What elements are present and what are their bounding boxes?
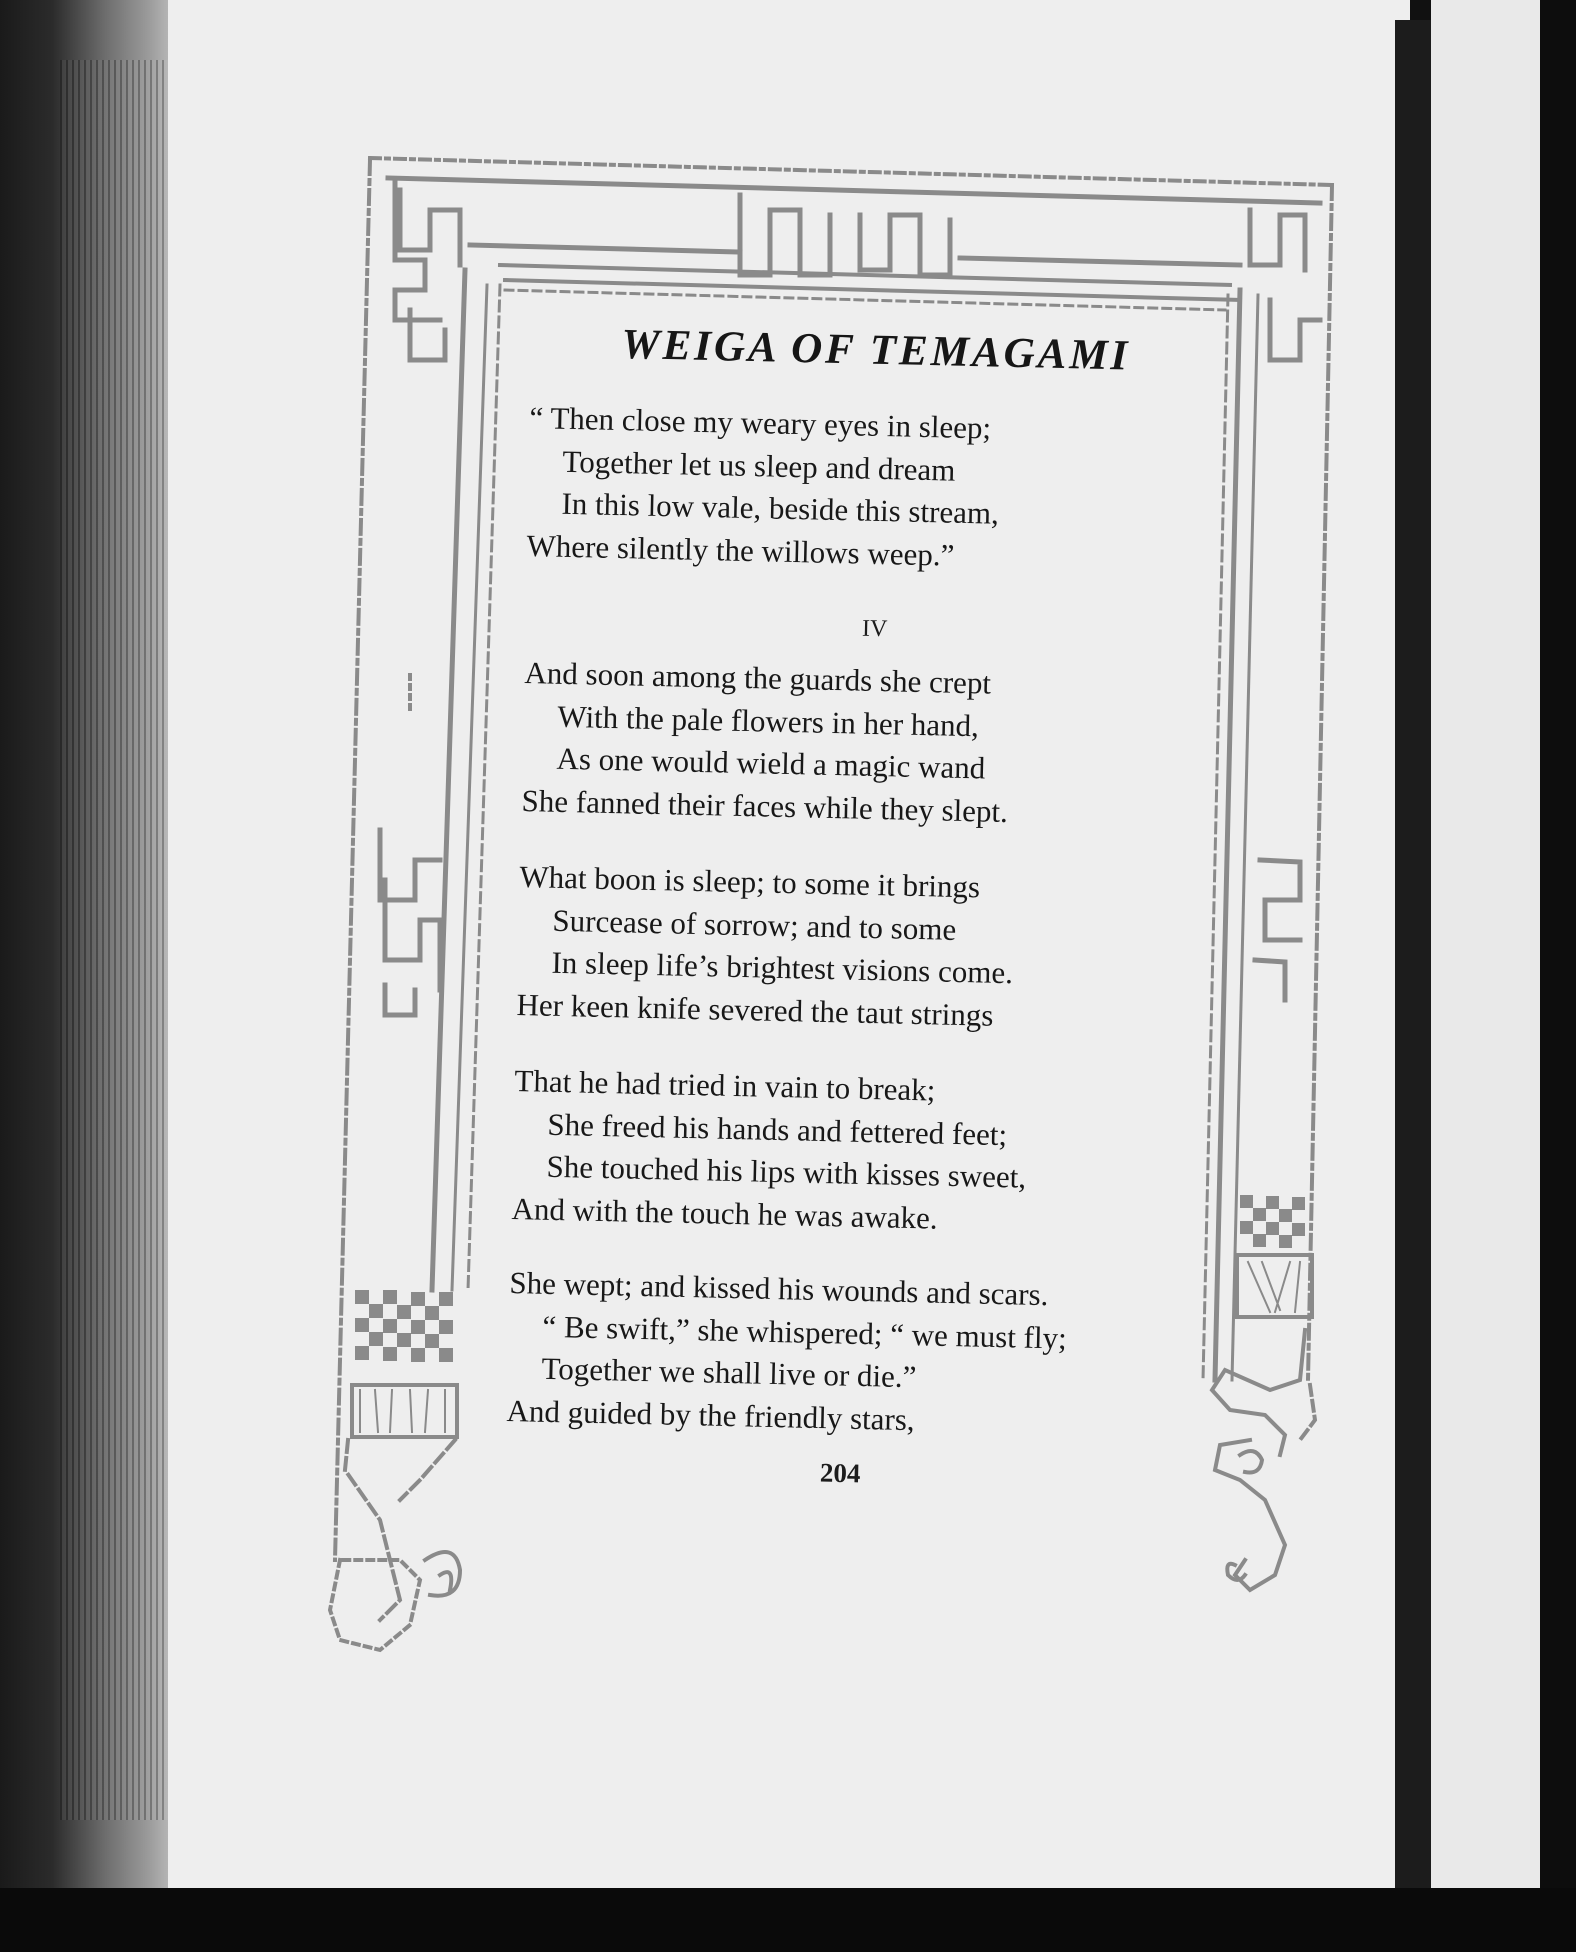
verse-line: And guided by the friendly stars,: [506, 1392, 916, 1437]
verse-line: Her keen knife severed the taut strings: [516, 986, 994, 1033]
verse-line: Together we shall live or die.”: [541, 1350, 917, 1395]
page-title: WEIGA OF TEMAGAMI: [620, 320, 1131, 380]
page-number: 204: [819, 1457, 861, 1489]
section-marker: IV: [861, 615, 888, 643]
stanza-2: [521, 652, 1011, 833]
verse-line: In this low vale, beside this stream,: [561, 485, 1000, 531]
verse-line: Where silently the willows weep.”: [526, 527, 955, 573]
verse-line: She wept; and kissed his wounds and scars.: [509, 1264, 1049, 1313]
verse-line: Surcease of sorrow; and to some: [552, 902, 957, 947]
stanza-1: [526, 397, 1001, 578]
verse-line: As one would wield a magic wand: [556, 740, 986, 786]
verse-line: “ Be swift,” she whispered; “ we must fly;: [542, 1308, 1068, 1356]
stanza-3: [516, 856, 1015, 1037]
verse-line: Together let us sleep and dream: [562, 443, 956, 488]
verse-line: In sleep life’s brightest visions come.: [551, 944, 1014, 991]
verse-line: That he had tried in vain to break;: [514, 1062, 936, 1108]
stanza-5: [506, 1262, 1068, 1445]
verse-line: And soon among the guards she crept: [524, 654, 992, 701]
verse-line: She fanned their faces while they slept.: [521, 782, 1009, 829]
verse-line: And with the touch he was awake.: [511, 1190, 939, 1236]
verse-line: She touched his lips with kisses sweet,: [546, 1148, 1027, 1195]
verse-line: What boon is sleep; to some it brings: [519, 858, 981, 905]
verse-line: She freed his hands and fettered feet;: [547, 1106, 1008, 1152]
verse-line: With the pale flowers in her hand,: [557, 698, 980, 743]
stanza-4: [511, 1060, 1028, 1242]
verse-line: “ Then close my weary eyes in sleep;: [529, 399, 992, 446]
